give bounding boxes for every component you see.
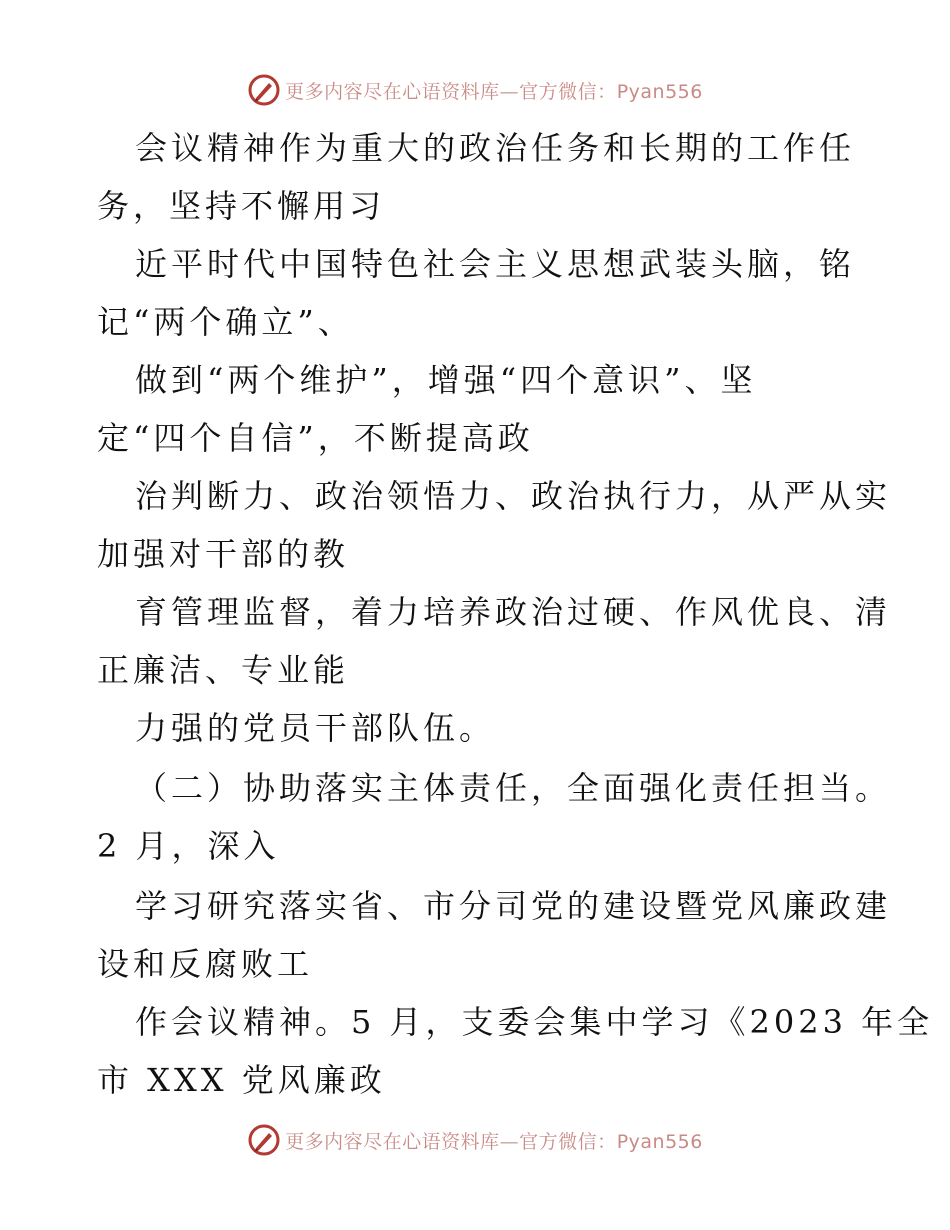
footer-watermark [0, 1120, 950, 1160]
text-line: 作会议精神。5 月，支委会集中学习《2023 年全 [135, 1003, 934, 1041]
text-line: 加强对干部的教 [97, 535, 350, 573]
text-line: 务，坚持不懈用习 [97, 187, 386, 225]
watermark-handle: Pyan556 [616, 1130, 703, 1153]
watermark-contact-label: 官方微信： [519, 80, 617, 103]
text-line: 记“两个确立”、 [97, 303, 354, 341]
text-line: 正廉洁、专业能 [97, 651, 350, 689]
watermark-handle: Pyan556 [616, 80, 703, 103]
watermark-text [285, 1127, 703, 1154]
pen-logo-icon [247, 1123, 281, 1157]
watermark-contact-label: 官方微信： [519, 1130, 617, 1153]
text-line: 近平时代中国特色社会主义思想武装头脑，铭 [135, 245, 856, 283]
text-line: 定“四个自信”，不断提高政 [97, 419, 534, 457]
text-line: 做到“两个维护”，增强“四个意识”、坚 [135, 361, 757, 399]
watermark-brand: 更多内容尽在心语资料库 [285, 80, 500, 103]
text-line: 学习研究落实省、市分司党的建设暨党风廉政建 [135, 887, 892, 925]
text-line: 治判断力、政治领悟力、政治执行力，从严从实 [135, 477, 892, 515]
text-line: 会议精神作为重大的政治任务和长期的工作任 [135, 129, 856, 167]
text-line: 力强的党员干部队伍。 [135, 709, 496, 747]
header-watermark [0, 70, 950, 110]
watermark-separator: — [499, 80, 520, 103]
watermark-brand: 更多内容尽在心语资料库 [285, 1130, 500, 1153]
watermark-text [285, 77, 703, 104]
text-line: 市 XXX 党风廉政 [97, 1061, 386, 1099]
text-line: 育管理监督，着力培养政治过硬、作风优良、清 [135, 593, 892, 631]
pen-logo-icon [247, 73, 281, 107]
watermark-separator: — [499, 1130, 520, 1153]
text-line: 2 月，深入 [97, 827, 280, 865]
text-line: 设和反腐败工 [97, 945, 314, 983]
text-line: （二）协助落实主体责任，全面强化责任担当。 [135, 769, 892, 807]
